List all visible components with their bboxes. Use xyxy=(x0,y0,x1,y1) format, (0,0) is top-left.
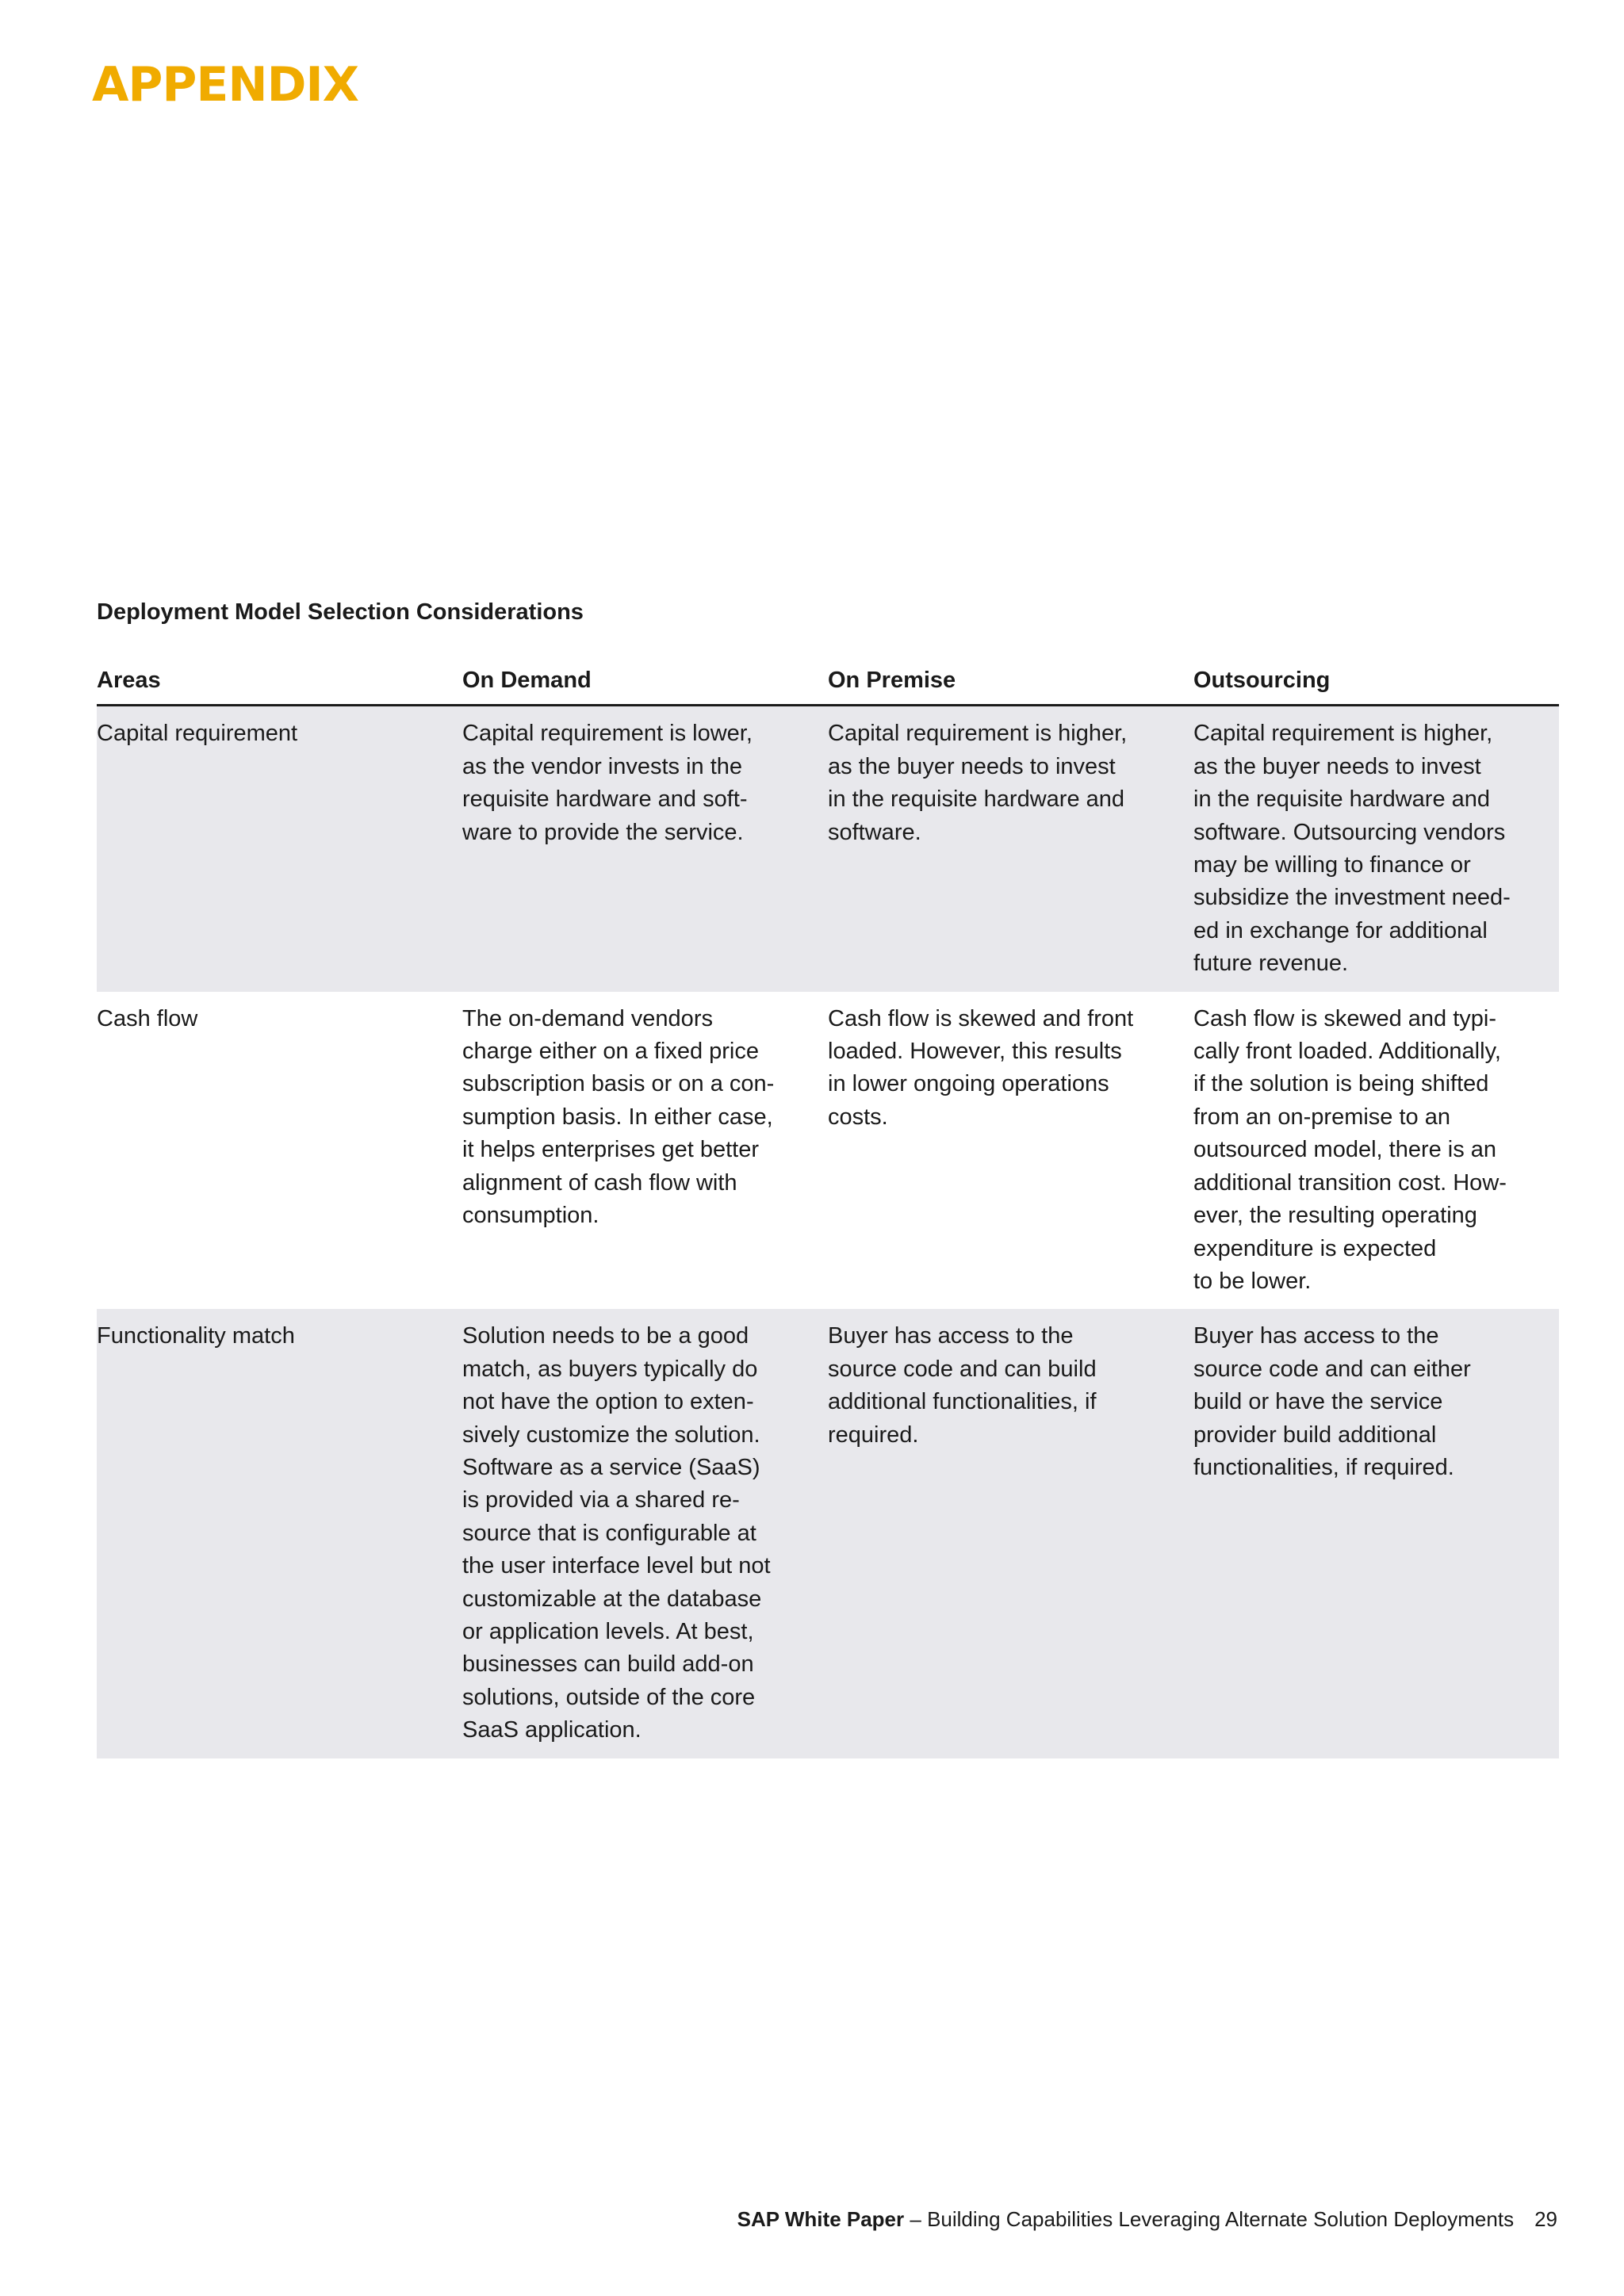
column-header-on-premise: On Premise xyxy=(828,655,1193,706)
page-footer xyxy=(737,2207,1557,2232)
column-header-outsourcing: Outsourcing xyxy=(1193,655,1559,706)
deployment-model-table xyxy=(97,655,1559,1758)
page-number: 29 xyxy=(1534,2207,1557,2231)
cell-on-premise: Buyer has access to the source code and can build additional functionalities, if required. xyxy=(828,1309,1193,1758)
footer-separator: – xyxy=(904,2207,928,2231)
cell-area: Functionality match xyxy=(97,1309,462,1758)
cell-area: Cash flow xyxy=(97,1005,198,1031)
table-row xyxy=(97,992,1559,1310)
table-header-row xyxy=(97,655,1559,706)
table-caption: Deployment Model Selection Considerations xyxy=(97,599,584,625)
cell-on-demand: The on-demand vendors charge either on a fixed price subscription basis or on a con- sumption basis. In either case, it helps enterprises get better alignment of cash flow with consumption. xyxy=(462,1005,775,1229)
cell-outsourcing: Cash flow is skewed and typi- cally front loaded. Additionally, if the solution is being shifted from an on-premise to an outsourced model, there is an additional transition cost. How- ever, the resulting operating expenditure is expected to be lower. xyxy=(1193,1005,1507,1294)
cell-on-demand: Capital requirement is lower, as the vendor invests in the requisite hardware and soft- ware to provide the service. xyxy=(462,706,828,992)
cell-outsourcing: Buyer has access to the source code and can either build or have the service provider build additional functionalities, if required. xyxy=(1193,1309,1559,1758)
page-title: APPENDIX xyxy=(92,57,358,113)
cell-on-premise: Capital requirement is higher, as the buyer needs to invest in the requisite hardware and software. xyxy=(828,706,1193,992)
column-header-areas: Areas xyxy=(97,655,462,706)
table-row xyxy=(97,1309,1559,1758)
cell-on-premise: Cash flow is skewed and front loaded. However, this results in lower ongoing operations costs. xyxy=(828,1005,1134,1130)
column-header-on-demand: On Demand xyxy=(462,655,828,706)
footer-document-title: Building Capabilities Leveraging Alternate Solution Deployments xyxy=(927,2207,1515,2231)
cell-on-demand: Solution needs to be a good match, as buyers typically do not have the option to exten- sively customize the solution. Software as a service (SaaS) is provided via a shared re- source that is configurable at the user interface level but not customizable at the database or application levels. At best, businesses can build add-on solutions, outside of the core SaaS application. xyxy=(462,1309,828,1758)
footer-brand: SAP White Paper xyxy=(737,2207,905,2231)
table-row xyxy=(97,706,1559,992)
cell-area: Capital requirement xyxy=(97,706,462,992)
cell-outsourcing: Capital requirement is higher, as the buyer needs to invest in the requisite hardware and software. Outsourcing vendors may be willing to finance or subsidize the investment need- ed in exchange for additional future revenue. xyxy=(1193,706,1559,992)
